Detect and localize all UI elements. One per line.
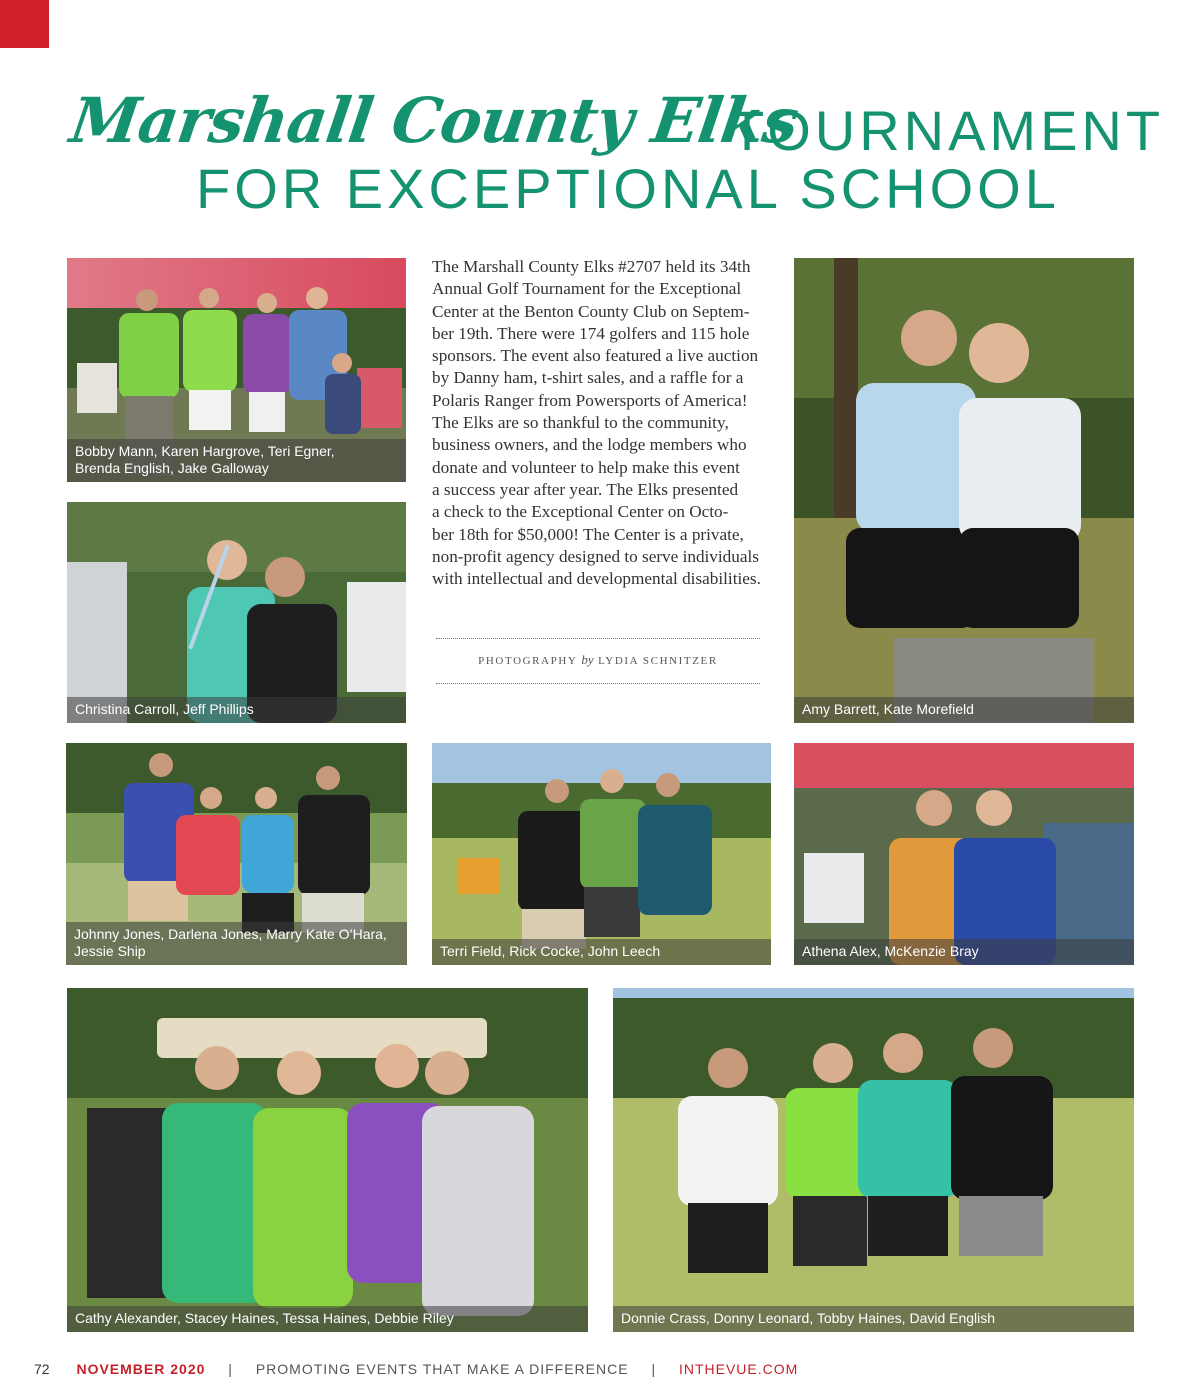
photo-4 [66,743,407,965]
photo-5 [432,743,771,965]
photo-credit [436,652,760,668]
article-line: a check to the Exceptional Center on Octo- [432,502,729,522]
page-footer [34,1361,798,1377]
photo-5-image [432,743,771,965]
credit-label: PHOTOGRAPHY [478,655,578,667]
article-line: non-profit agency designed to serve individuals [432,546,759,566]
page-number: 72 [34,1361,50,1377]
photo-4-caption: Johnny Jones, Darlena Jones, Marry Kate O’Hara, Jessie Ship [66,922,407,965]
red-corner-tab [0,0,49,48]
photo-8 [613,988,1134,1332]
photo-8-image [613,988,1134,1332]
footer-tagline: PROMOTING EVENTS THAT MAKE A DIFFERENCE [255,1361,629,1377]
article-line: Polaris Ranger from Powersports of America! [432,390,748,410]
photo-7-image [67,988,588,1332]
photo-3 [794,258,1134,723]
photo-6 [794,743,1134,965]
photo-7-caption: Cathy Alexander, Stacey Haines, Tessa Haines, Debbie Riley [67,1306,588,1332]
issue-month: NOVEMBER 2020 [76,1361,206,1377]
title-line-1: TOURNAMENT [730,99,1165,162]
article-body [432,256,772,590]
article-line: The Marshall County Elks #2707 held its 34th [432,257,751,276]
article-line: ber 18th for $50,000! The Center is a private, [432,524,744,544]
article-line: a success year after year. The Elks presented [432,479,739,499]
article-line: Center at the Benton County Club on Septem- [432,301,750,321]
article-line: with intellectual and developmental disabilities. [432,569,761,589]
photo-1-caption: Bobby Mann, Karen Hargrove, Teri Egner, Brenda English, Jake Galloway [67,439,406,482]
photo-3-image [794,258,1134,723]
photo-8-caption: Donnie Crass, Donny Leonard, Tobby Haines, David English [613,1306,1134,1332]
article-line: Annual Golf Tournament for the Exceptional [432,279,742,299]
article-line: The Elks are so thankful to the community, [432,413,729,433]
photo-2 [67,502,406,723]
credit-rule-top [436,638,760,639]
footer-separator: | [228,1361,233,1377]
footer-url[interactable]: INTHEVUE.COM [678,1361,799,1377]
photo-1 [67,258,406,482]
article-line: by Danny ham, t-shirt sales, and a raffle for a [432,368,744,388]
credit-name: LYDIA SCHNITZER [598,655,718,667]
photo-2-image [67,502,406,723]
photo-5-caption: Terri Field, Rick Cocke, John Leech [432,939,771,965]
title-line-2: FOR EXCEPTIONAL SCHOOL [196,157,1060,220]
photo-6-caption: Athena Alex, McKenzie Bray [794,939,1134,965]
article-line: business owners, and the lodge members who [432,435,747,455]
photo-7 [67,988,588,1332]
photo-3-caption: Amy Barrett, Kate Morefield [794,697,1134,723]
article-line: sponsors. The event also featured a live auction [432,346,759,366]
footer-separator: | [651,1361,657,1377]
article-line: donate and volunteer to help make this event [432,457,740,477]
photo-2-caption: Christina Carroll, Jeff Phillips [67,697,406,723]
photo-6-image [794,743,1134,965]
title-script: Marshall County Elks [66,84,803,157]
credit-rule-bottom [436,683,760,684]
article-line: ber 19th. There were 174 golfers and 115 hole [432,323,750,343]
credit-by: by [581,652,594,667]
